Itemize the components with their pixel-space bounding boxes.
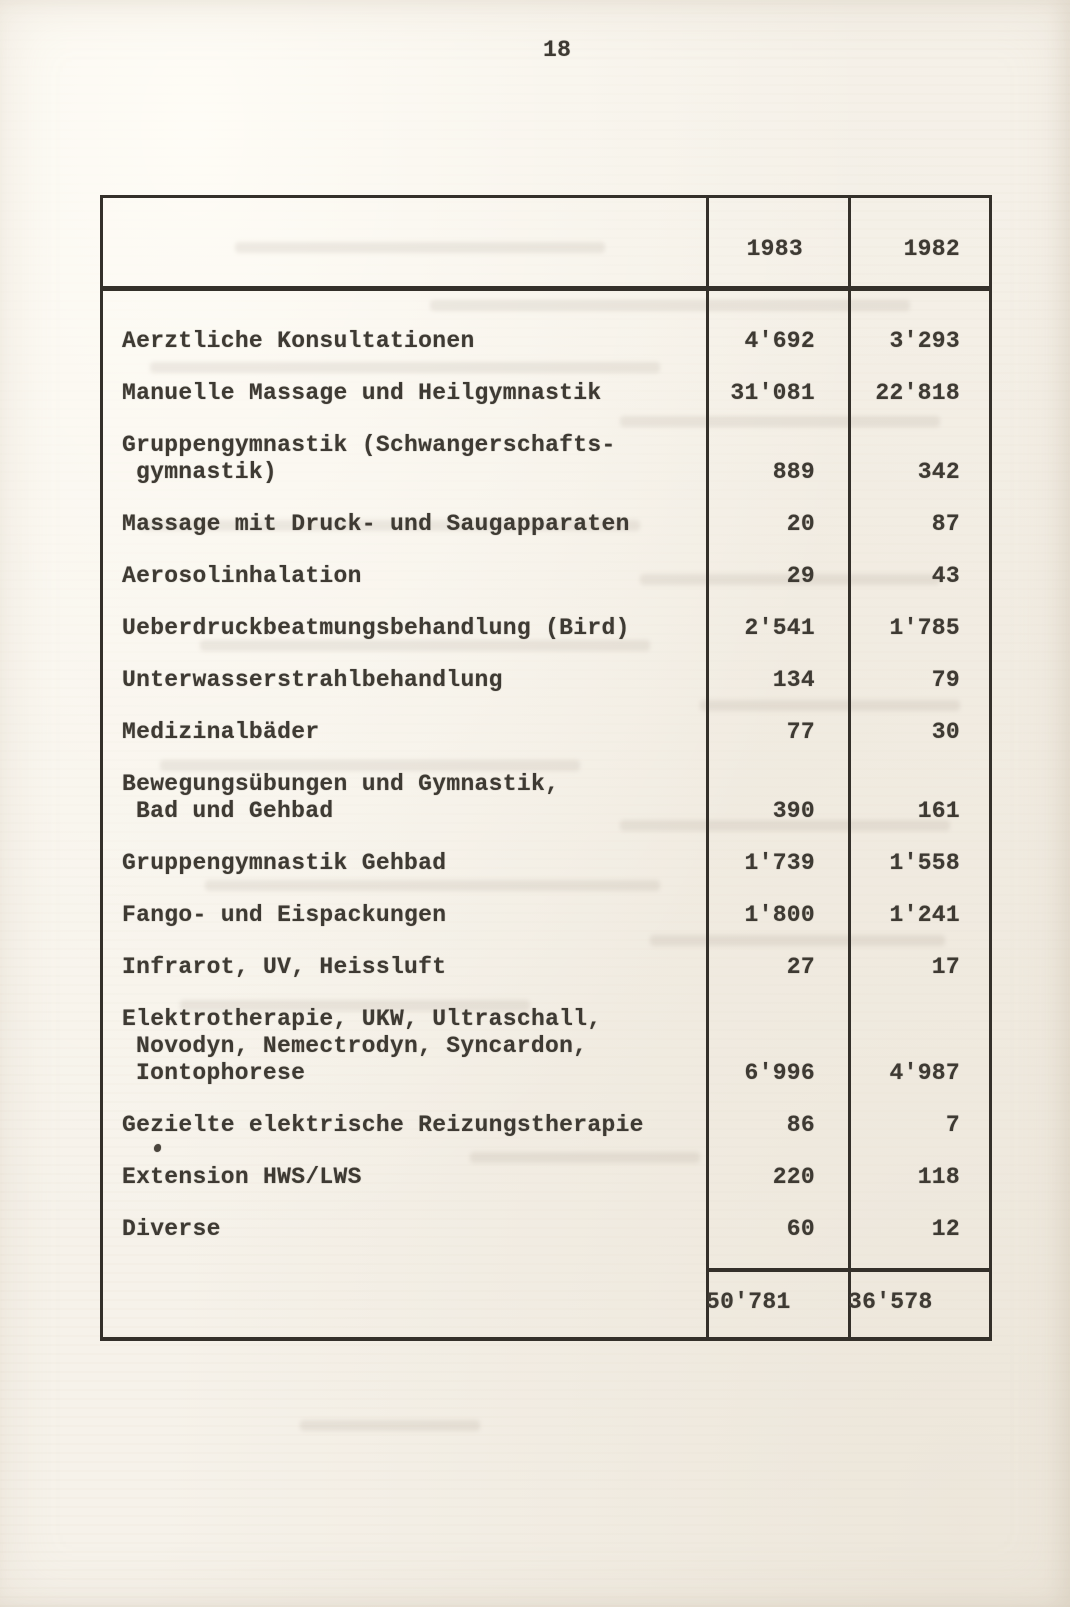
row-value-1983: 134	[772, 667, 815, 693]
row-label-line: Infrarot, UV, Heissluft	[122, 954, 447, 980]
table-totals-separator	[706, 1268, 989, 1272]
header-label-cell	[103, 236, 706, 263]
row-label-line: Gruppengymnastik (Schwangerschafts-	[122, 432, 616, 458]
table-row	[103, 1112, 989, 1139]
row-label-line: Aerosolinhalation	[122, 563, 362, 589]
row-label	[103, 1164, 706, 1191]
row-label-line: Ueberdruckbeatmungsbehandlung (Bird)	[122, 615, 630, 641]
row-label	[103, 615, 706, 642]
row-value-1982: 43	[931, 563, 960, 589]
table-row	[103, 1164, 989, 1191]
row-label-line: Unterwasserstrahlbehandlung	[122, 667, 503, 693]
row-label-line: Bad und Gehbad	[136, 798, 334, 824]
table-row	[103, 667, 989, 694]
row-label	[103, 1216, 706, 1243]
row-value-1983: 4'692	[744, 328, 815, 354]
row-value-1983: 2'541	[744, 615, 815, 641]
table-header-row	[103, 236, 989, 263]
row-label	[103, 380, 706, 407]
row-value-1983: 889	[772, 459, 815, 485]
row-label	[103, 1006, 706, 1087]
total-1982: 36'578	[848, 1289, 933, 1315]
total-1983: 50'781	[706, 1289, 791, 1315]
row-value-1982: 3'293	[889, 328, 960, 354]
row-value-1983: 390	[772, 798, 815, 824]
row-value-1982: 7	[945, 1112, 960, 1138]
row-value-1982: 79	[931, 667, 960, 693]
table-row	[103, 850, 989, 877]
bleedthrough-smudge	[300, 1420, 480, 1431]
row-value-1982: 87	[931, 511, 960, 537]
row-label	[103, 328, 706, 355]
table-row	[103, 380, 989, 407]
row-label-line: Diverse	[122, 1216, 221, 1242]
row-label-line: Novodyn, Nemectrodyn, Syncardon,	[136, 1033, 588, 1059]
row-value-1982: 1'558	[889, 850, 960, 876]
row-label-line: Gruppengymnastik Gehbad	[122, 850, 447, 876]
table-row	[103, 771, 989, 825]
row-label-line: Aerztliche Konsultationen	[122, 328, 475, 354]
row-value-1983: 1'739	[744, 850, 815, 876]
table-row	[103, 511, 989, 538]
row-label-line: Extension HWS/LWS	[122, 1164, 362, 1190]
row-label	[103, 1112, 706, 1139]
table-row	[103, 328, 989, 355]
row-value-1982: 12	[931, 1216, 960, 1242]
header-year-1983: 1983	[746, 236, 803, 262]
row-label	[103, 563, 706, 590]
totals-label-cell	[103, 1289, 706, 1316]
table-body	[103, 328, 989, 1268]
row-value-1982: 118	[917, 1164, 960, 1190]
row-value-1983: 27	[786, 954, 815, 980]
row-label	[103, 771, 706, 825]
table-totals-row	[103, 1289, 989, 1316]
table-row	[103, 1216, 989, 1243]
table-header-separator	[103, 286, 989, 291]
row-value-1983: 31'081	[730, 380, 815, 406]
statistics-table	[100, 195, 992, 1341]
row-label	[103, 902, 706, 929]
row-value-1982: 342	[917, 459, 960, 485]
table-row	[103, 954, 989, 981]
table-row	[103, 615, 989, 642]
table-row	[103, 1006, 989, 1087]
row-label-line: Bewegungsübungen und Gymnastik,	[122, 771, 560, 797]
row-value-1983: 6'996	[744, 1060, 815, 1086]
row-label	[103, 511, 706, 538]
row-value-1982: 30	[931, 719, 960, 745]
row-label-line: Medizinalbäder	[122, 719, 320, 745]
row-label-line: Fango- und Eispackungen	[122, 902, 447, 928]
row-label-line: gymnastik)	[136, 459, 278, 485]
row-value-1983: 20	[786, 511, 815, 537]
row-value-1983: 220	[772, 1164, 815, 1190]
table-row	[103, 719, 989, 746]
row-value-1983: 29	[786, 563, 815, 589]
row-label	[103, 432, 706, 486]
row-label-line: Gezielte elektrische Reizungstherapie	[122, 1112, 644, 1138]
row-label-line: Manuelle Massage und Heilgymnastik	[122, 380, 602, 406]
header-year-1982: 1982	[903, 236, 960, 262]
row-label	[103, 667, 706, 694]
row-label	[103, 954, 706, 981]
page-number: 18	[543, 37, 572, 63]
row-label-line: Elektrotherapie, UKW, Ultraschall,	[122, 1006, 602, 1032]
row-value-1982: 1'785	[889, 615, 960, 641]
table-row	[103, 432, 989, 486]
row-value-1982: 17	[931, 954, 960, 980]
row-label	[103, 719, 706, 746]
row-value-1982: 4'987	[889, 1060, 960, 1086]
row-value-1982: 161	[917, 798, 960, 824]
row-value-1983: 1'800	[744, 902, 815, 928]
row-label-line: Massage mit Druck- und Saugapparaten	[122, 511, 630, 537]
row-value-1982: 22'818	[875, 380, 960, 406]
row-label	[103, 850, 706, 877]
row-value-1983: 60	[786, 1216, 815, 1242]
row-value-1983: 86	[786, 1112, 815, 1138]
row-value-1982: 1'241	[889, 902, 960, 928]
row-value-1983: 77	[786, 719, 815, 745]
table-row	[103, 902, 989, 929]
row-label-line: Iontophorese	[136, 1060, 306, 1086]
table-row	[103, 563, 989, 590]
